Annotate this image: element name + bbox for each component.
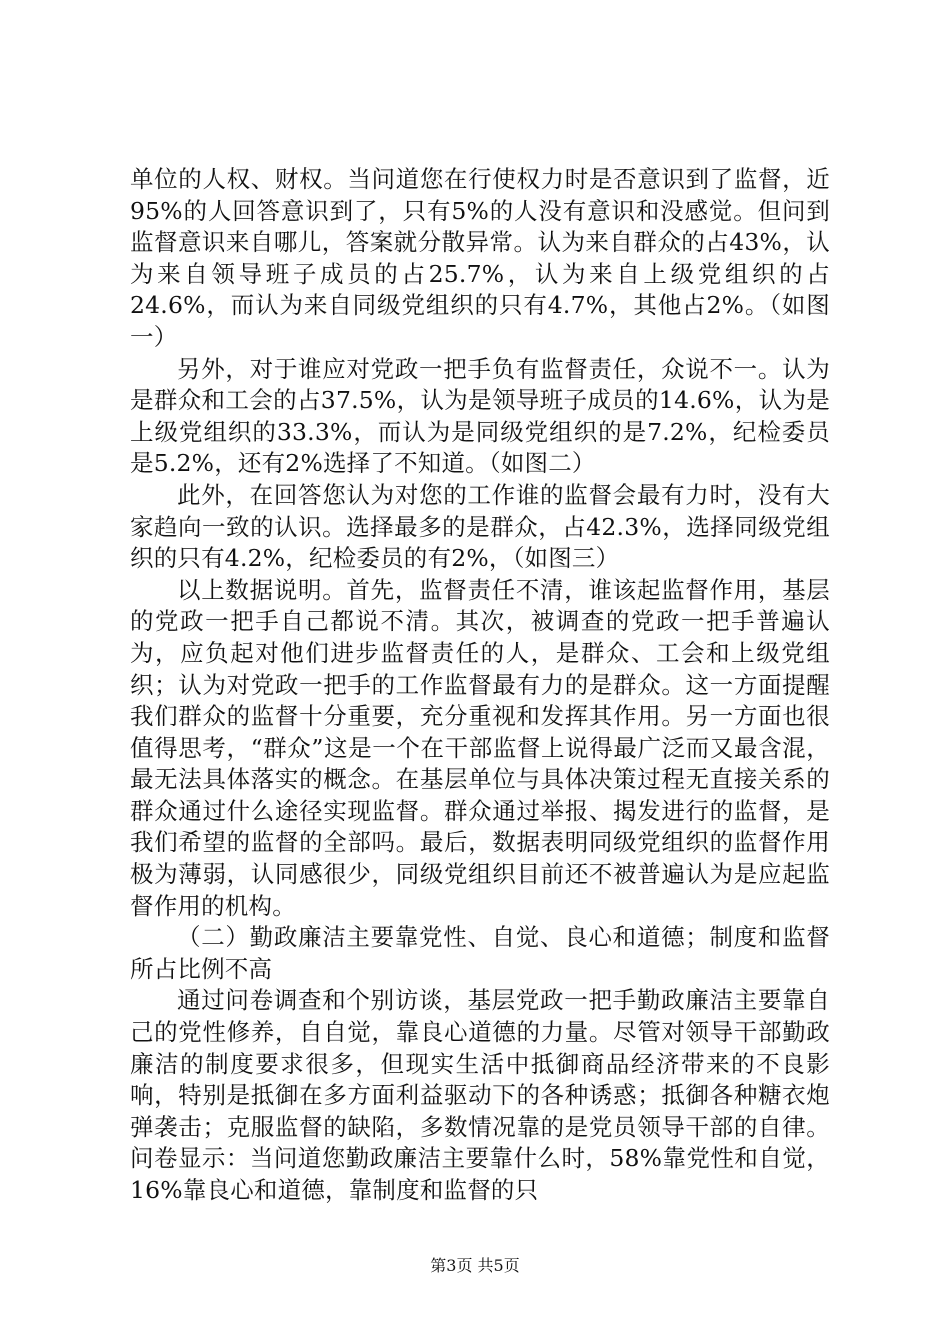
paragraph-3: 此外，在回答您认为对您的工作谁的监督会最有力时，没有大家趋向一致的认识。选择最多的是群众，占42.3%，选择同级党组织的只有4.2%，纪检委员的有2%，（如图三）: [130, 480, 830, 573]
paragraph-5: 通过问卷调查和个别访谈，基层党政一把手勤政廉洁主要靠自己的党性修养，自自觉，靠良心道德的力量。尽管对领导干部勤政廉洁的制度要求很多，但现实生活中抵御商品经济带来的不良影响，特别是抵御在多方面利益驱动下的各种诱惑；抵御各种糖衣炮弹袭击；克服监督的缺陷，多数情况靠的是党员领导干部的自律。问卷显示：当问道您勤政廉洁主要靠什么时，58%靠党性和自觉，16%靠良心和道德，靠制度和监督的只: [130, 986, 830, 1204]
section-heading: （二）勤政廉洁主要靠党性、自觉、良心和道德；制度和监督所占比例不高: [130, 923, 830, 983]
page-footer: 第3页 共5页: [430, 1256, 520, 1275]
body-text: [130, 164, 830, 1207]
paragraph-1: 单位的人权、财权。当问道您在行使权力时是否意识到了监督，近95%的人回答意识到了，只有5%的人没有意识和没感觉。但问到监督意识来自哪儿，答案就分散异常。认为来自群众的占43%，认为来自领导班子成员的占25.7%，认为来自上级党组织的占24.6%，而认为来自同级党组织的只有4.7%，其他占2%。（如图一）: [130, 165, 830, 351]
paragraph-2: 另外，对于谁应对党政一把手负有监督责任，众说不一。认为是群众和工会的占37.5%，认为是领导班子成员的14.6%，认为是上级党组织的33.3%，而认为是同级党组织的是7.2%，纪检委员是5.2%，还有2%选择了不知道。（如图二）: [130, 354, 830, 478]
paragraph-4: 以上数据说明。首先，监督责任不清，谁该起监督作用，基层的党政一把手自己都说不清。其次，被调查的党政一把手普遍认为，应负起对他们进步监督责任的人，是群众、工会和上级党组织；认为对党政一把手的工作监督最有力的是群众。这一方面提醒我们群众的监督十分重要，充分重视和发挥其作用。另一方面也很值得思考，“群众”这是一个在干部监督上说得最广泛而又最含混，最无法具体落实的概念。在基层单位与具体决策过程无直接关系的群众通过什么途径实现监督。群众通过举报、揭发进行的监督，是我们希望的监督的全部吗。最后，数据表明同级党组织的监督作用极为薄弱，认同感很少，同级党组织目前还不被普遍认为是应起监督作用的机构。: [130, 575, 830, 920]
